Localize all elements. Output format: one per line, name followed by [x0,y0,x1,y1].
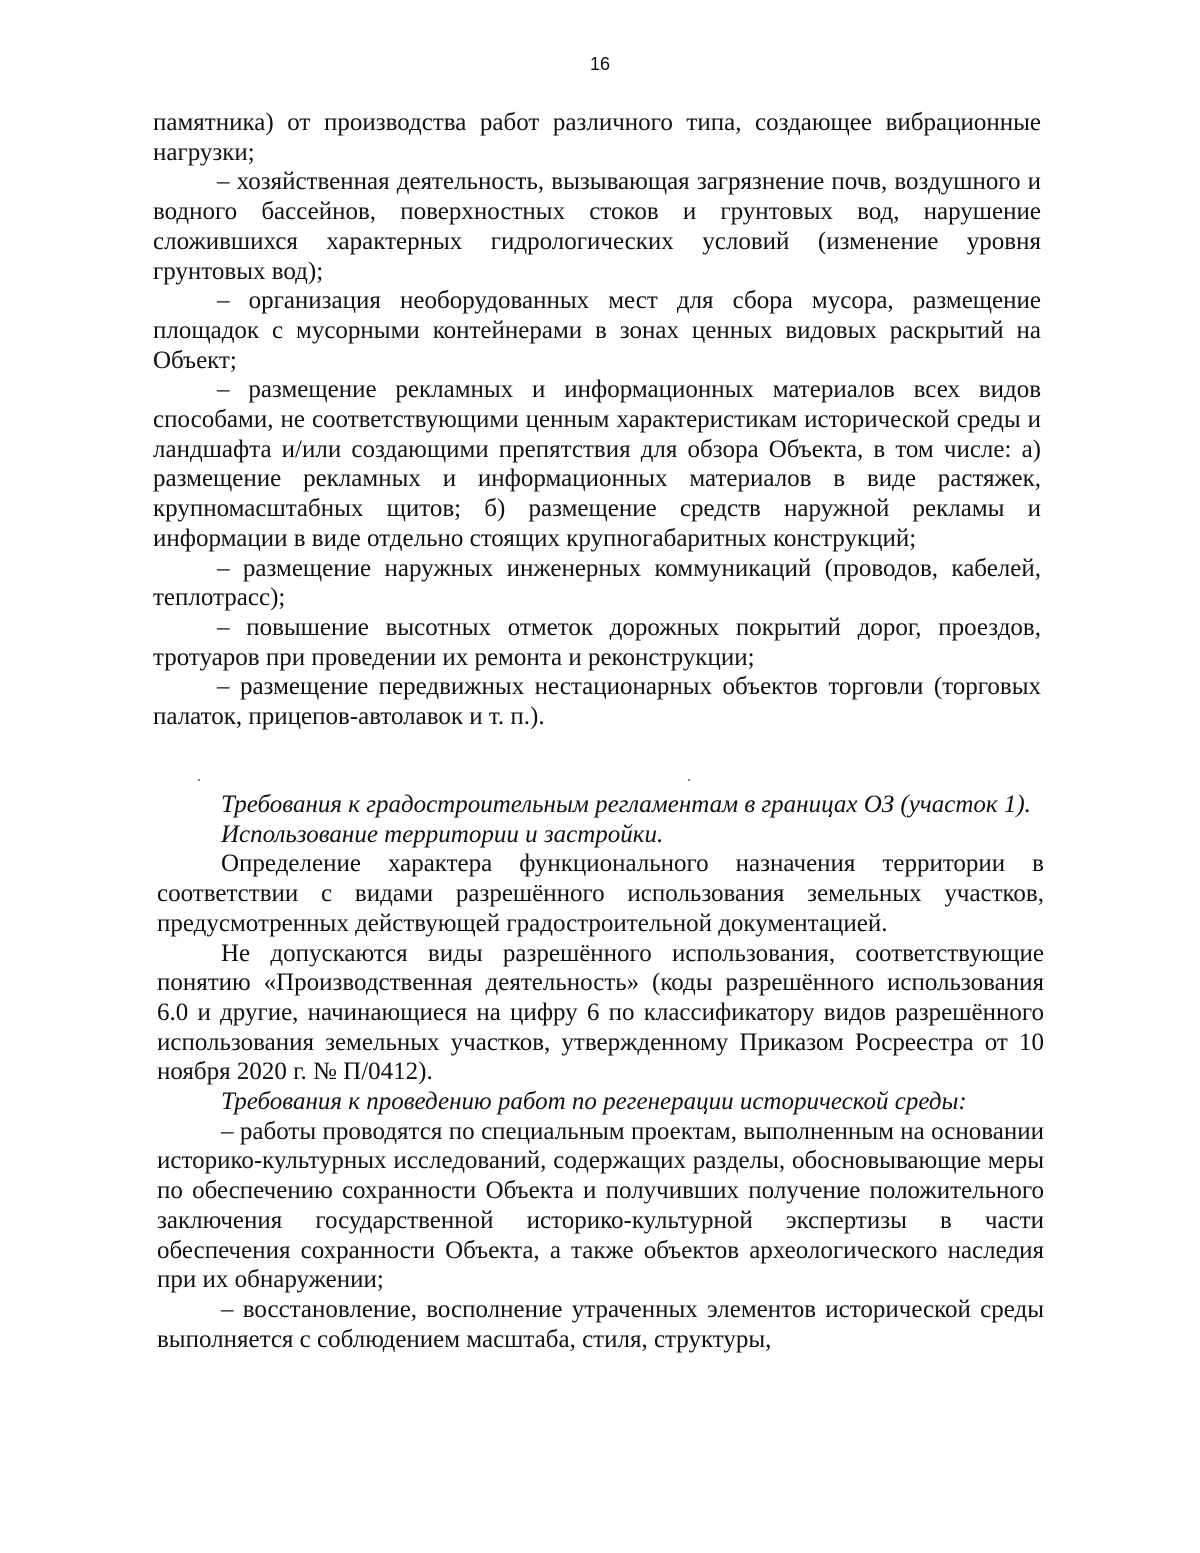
paragraph-prohibited-uses: Не допускаются виды разрешённого использования, соответствующие понятию «Производственная деятельность» (коды разрешённого использования 6.0 и другие, начинающиеся на цифру 6 по классификатору видов разрешённого использования земельных участков, утвержденному Приказом Росреестра от 10 ноября 2020 г. № П/0412). [157,939,1044,1086]
section-heading: Требования к градостроительным регламентам в границах ОЗ (участок 1). [221,791,1031,818]
paragraph-continuation: памятника) от производства работ различного типа, создающее вибрационные нагрузки; [153,109,1041,166]
page-number: 16 [589,54,611,74]
list-item-road-elevation: – повышение высотных отметок дорожных покрытий дорог, проездов, тротуаров при проведении их ремонта и реконструкции; [153,613,1041,671]
list-item-utilities: – размещение наружных инженерных коммуникаций (проводов, кабелей, теплотрасс); [153,554,1041,612]
list-item-economic-activity: – хозяйственная деятельность, вызывающая загрязнение почв, воздушного и водного бассейнов, поверхностных стоков и грунтовых вод, нарушение сложившихся характерных гидрологических условий (изменение уровня грунтовых вод); [153,168,1041,285]
scan-speck [688,779,690,781]
scan-speck [198,779,200,781]
list-item-restoration: – восстановление, восполнение утраченных элементов исторической среды выполняется с соблюдением масштаба, стиля, структуры, [157,1295,1044,1353]
list-item-advertising: – размещение рекламных и информационных материалов всех видов способами, не соответствующими ценным характеристикам исторической среды и ландшафта и/или создающими препятствия для обзора Объекта, в том числе: а) размещение рекламных и информационных материалов в виде растяжек, крупномасштабных щитов; б) размещение средств наружной рекламы и информации в виде отдельно стоящих крупногабаритных конструкций; [153,376,1041,552]
paragraph-functional-purpose: Определение характера функционального назначения территории в соответствии с видами разрешённого использования земельных участков, предусмотренных действующей градостроительной документацией. [157,850,1044,937]
list-item-special-projects: – работы проводятся по специальным проектам, выполненным на основании историко-культурных исследований, содержащих разделы, обосновывающие меры по обеспечению сохранности Объекта и получивших получение положительного заключения государственной историко-культурной экспертизы в части обеспечения сохранности Объекта, а также объектов археологического наследия при их обнаружении; [157,1117,1044,1294]
subsection-heading: Использование территории и застройки. [221,820,664,848]
restrictions-list [153,108,1041,732]
list-item-garbage-sites: – организация необорудованных мест для сбора мусора, размещение площадок с мусорными контейнерами в зонах ценных видовых раскрытий на Объект; [153,287,1041,374]
subsection-heading-regeneration: Требования к проведению работ по регенерации исторической среды: [221,1088,967,1116]
list-item-mobile-trade: – размещение передвижных нестационарных объектов торговли (торговых палаток, прицепов-автолавок и т. п.). [153,673,1041,731]
zoning-requirements [157,790,1044,1354]
